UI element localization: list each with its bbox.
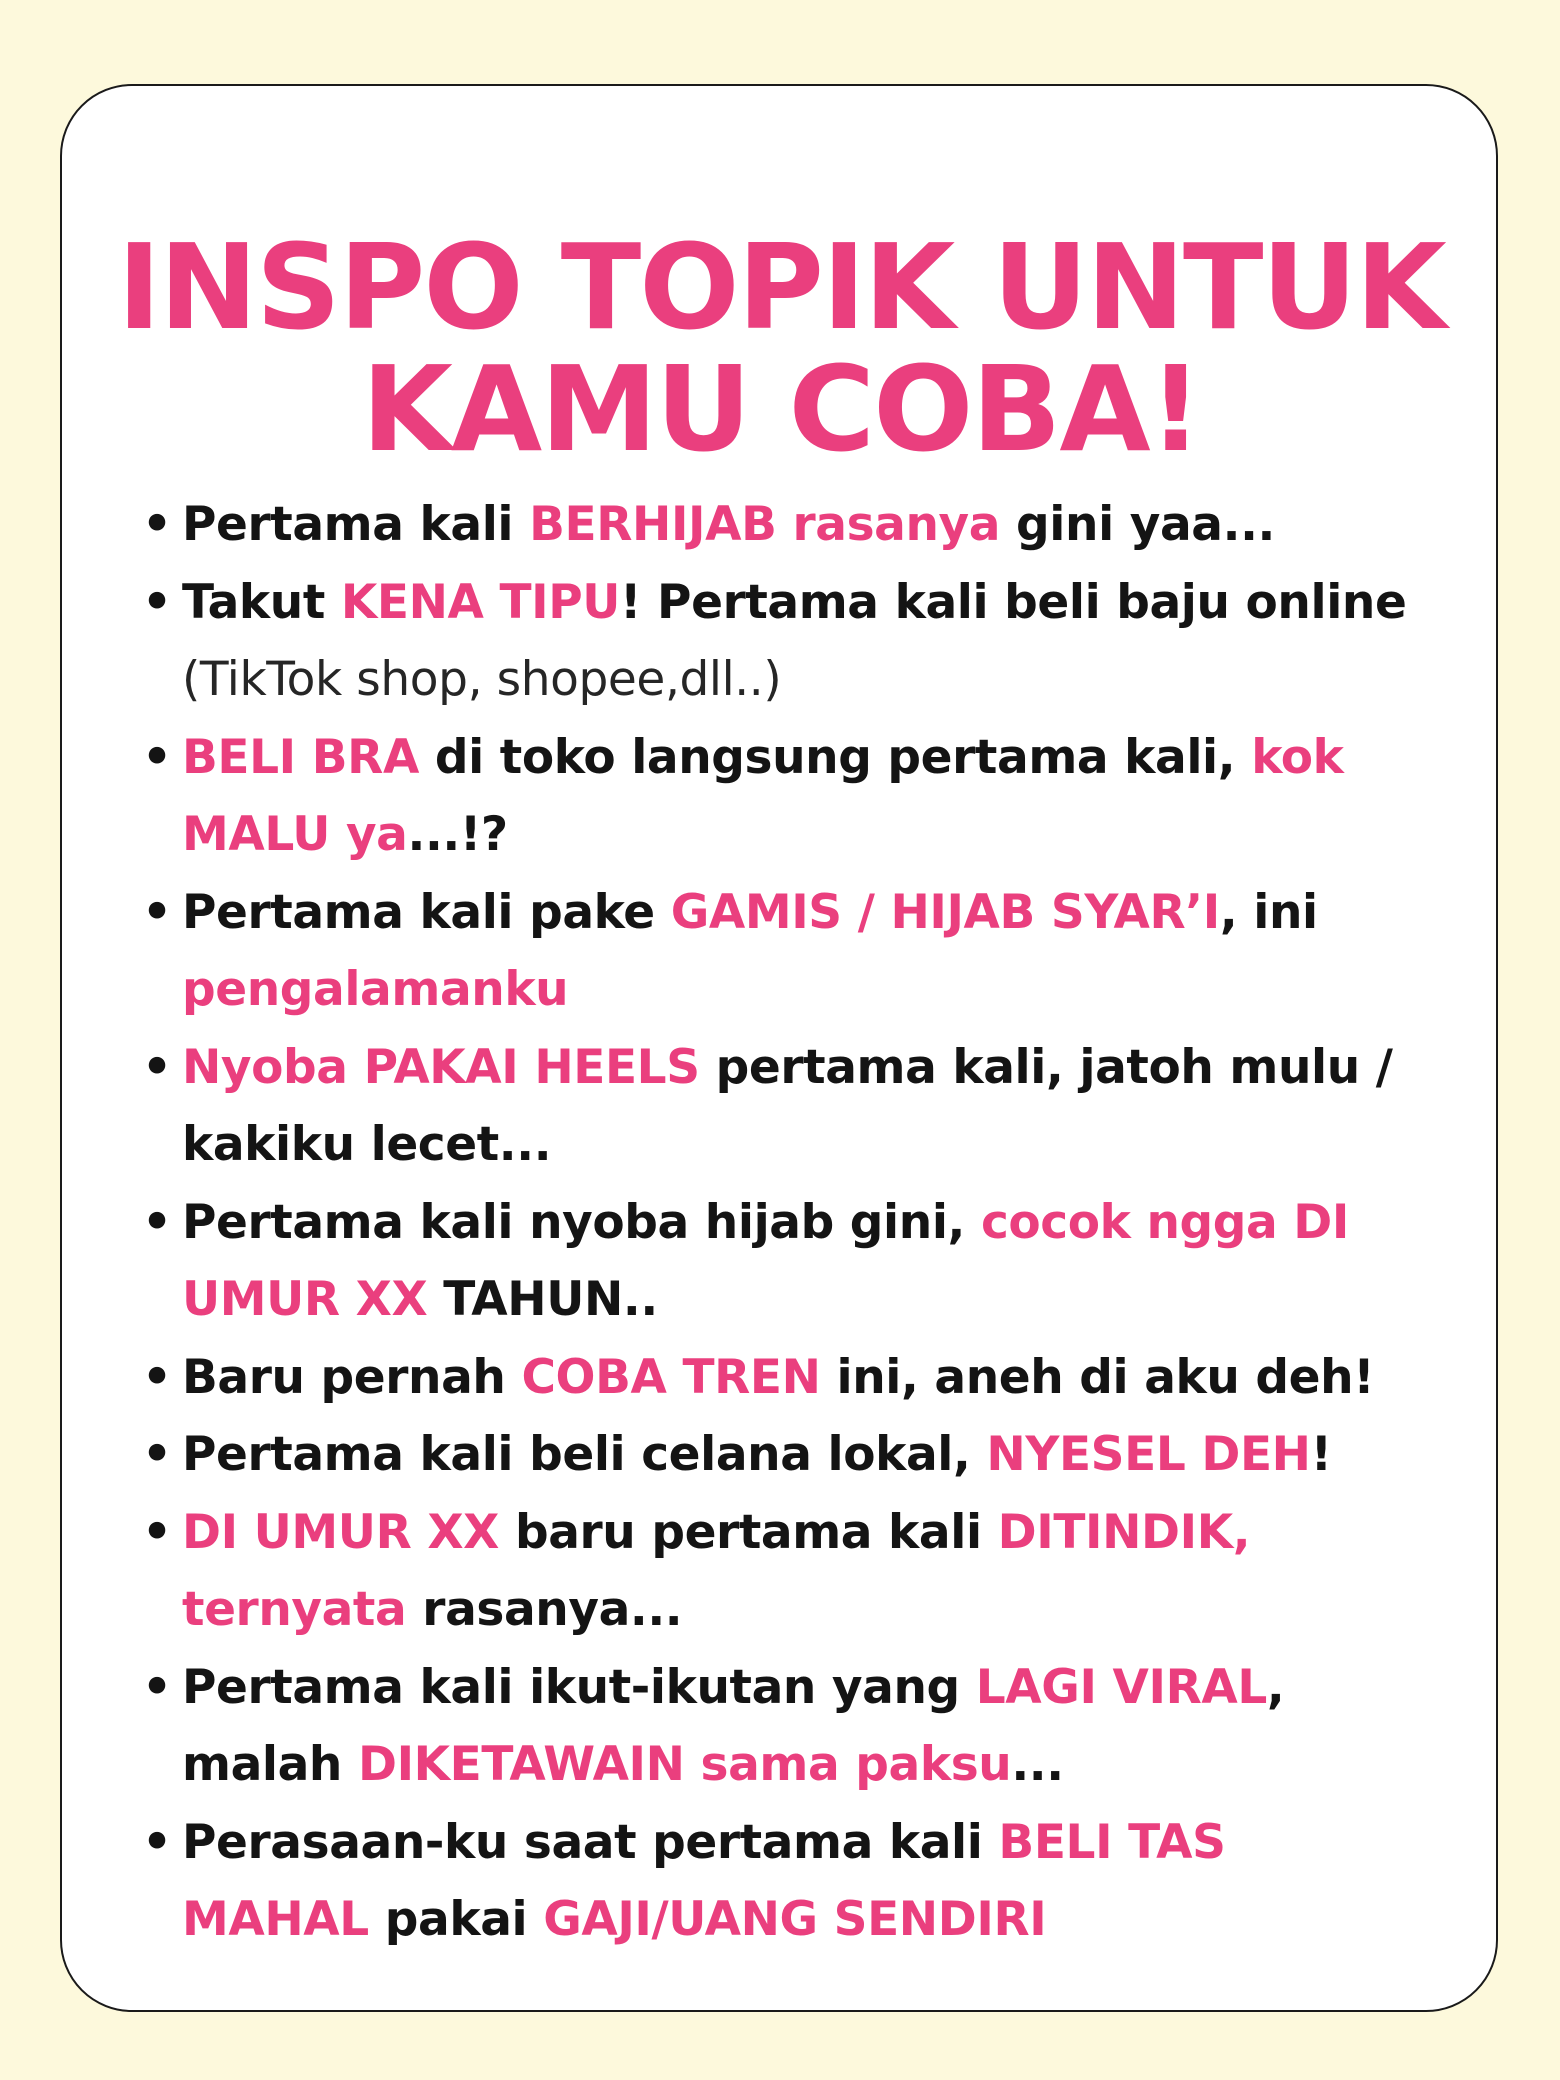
item-text: Pertama kali pake <box>182 884 671 940</box>
item-line <box>182 564 1512 642</box>
bullet-icon: • <box>142 1039 172 1095</box>
item-line <box>182 719 1512 797</box>
list-item <box>142 1339 1512 1417</box>
list-item <box>142 1029 1512 1184</box>
item-text: Pertama kali nyoba hijab gini, <box>182 1194 981 1250</box>
highlight-text: BELI BRA <box>182 729 419 785</box>
item-text: pertama kali, jatoh mulu / <box>699 1039 1393 1095</box>
topic-card <box>60 84 1498 2012</box>
highlight-text: cocok ngga DI <box>980 1194 1349 1250</box>
item-line <box>182 641 1512 719</box>
highlight-text: UMUR XX <box>182 1272 428 1327</box>
item-text: ... <box>1011 1737 1064 1792</box>
item-text: (TikTok shop, shopee,dll..) <box>182 652 782 707</box>
bullet-icon: • <box>142 884 172 940</box>
highlight-text: NYESEL DEH <box>986 1427 1311 1482</box>
item-line <box>182 1649 1512 1727</box>
bullet-icon: • <box>142 574 172 630</box>
list-item <box>142 1184 1512 1339</box>
highlight-text: Nyoba PAKAI HEELS <box>182 1039 700 1095</box>
item-line <box>182 1339 1512 1417</box>
list-item <box>142 564 1512 719</box>
item-text: ini, aneh di aku deh! <box>820 1349 1375 1405</box>
page-title <box>62 218 1500 478</box>
list-item <box>142 1416 1512 1494</box>
item-line <box>182 1726 1512 1804</box>
list-item <box>142 874 1512 1029</box>
item-line <box>182 1881 1512 1959</box>
highlight-text: GAJI/UANG SENDIRI <box>543 1892 1047 1947</box>
bullet-icon: • <box>142 1194 172 1250</box>
item-line <box>182 1261 1512 1339</box>
highlight-text: KENA TIPU <box>340 574 621 630</box>
item-line <box>182 486 1512 564</box>
bullet-icon: • <box>142 497 172 552</box>
bullet-icon: • <box>142 729 172 785</box>
highlight-text: LAGI VIRAL <box>975 1659 1267 1715</box>
item-line <box>182 1029 1512 1107</box>
highlight-text: GAMIS / HIJAB SYAR’I <box>670 884 1220 940</box>
item-line <box>182 1494 1512 1572</box>
bullet-icon: • <box>142 1659 172 1715</box>
item-text: di toko langsung pertama kali, <box>418 729 1252 785</box>
item-text: ! Pertama kali beli baju online <box>620 574 1407 630</box>
highlight-text: BELI TAS <box>998 1814 1226 1870</box>
list-item <box>142 1649 1512 1804</box>
highlight-text: MALU ya <box>182 807 408 862</box>
item-text: TAHUN.. <box>427 1272 658 1327</box>
item-line <box>182 874 1512 952</box>
item-text: Takut <box>182 574 341 630</box>
bullet-icon: • <box>142 1814 172 1870</box>
item-line <box>182 1804 1512 1882</box>
highlight-text: kok <box>1251 729 1344 785</box>
item-text: rasanya... <box>406 1582 683 1637</box>
item-text: pakai <box>368 1892 544 1947</box>
highlight-text: BERHIJAB rasanya <box>529 497 1001 552</box>
list-item <box>142 719 1512 874</box>
title-line-2: KAMU COBA! <box>361 340 1201 478</box>
item-text: Pertama kali <box>182 497 530 552</box>
item-line <box>182 951 1512 1029</box>
item-text: , ini <box>1219 884 1318 940</box>
topic-list <box>142 486 1512 1959</box>
highlight-text: ternyata <box>182 1582 407 1637</box>
item-text: Baru pernah <box>182 1349 522 1405</box>
item-line <box>182 796 1512 874</box>
list-item <box>142 486 1512 564</box>
list-item <box>142 1804 1512 1959</box>
bullet-icon: • <box>142 1427 172 1482</box>
item-text: Perasaan-ku saat pertama kali <box>182 1814 999 1870</box>
item-line <box>182 1571 1512 1649</box>
item-text: gini yaa... <box>1000 497 1275 552</box>
highlight-text: COBA TREN <box>521 1349 821 1405</box>
item-line <box>182 1416 1512 1494</box>
bullet-icon: • <box>142 1349 172 1405</box>
highlight-text: DIKETAWAIN sama paksu <box>357 1737 1012 1792</box>
item-line <box>182 1106 1512 1184</box>
highlight-text: DITINDIK, <box>997 1504 1251 1560</box>
item-text: Pertama kali ikut-ikutan yang <box>182 1659 976 1715</box>
highlight-text: pengalamanku <box>182 962 569 1017</box>
item-text: baru pertama kali <box>499 1504 998 1560</box>
item-text: ! <box>1310 1427 1332 1482</box>
item-line <box>182 1184 1512 1262</box>
title-line-1: INSPO TOPIK UNTUK <box>117 218 1445 356</box>
item-text: kakiku lecet... <box>182 1117 552 1172</box>
list-item <box>142 1494 1512 1649</box>
highlight-text: MAHAL <box>182 1892 369 1947</box>
item-text: Pertama kali beli celana lokal, <box>182 1427 987 1482</box>
item-text: ...!? <box>407 807 508 862</box>
item-text: , <box>1266 1659 1285 1715</box>
highlight-text: DI UMUR XX <box>182 1504 499 1560</box>
item-text: malah <box>182 1737 358 1792</box>
bullet-icon: • <box>142 1504 172 1560</box>
